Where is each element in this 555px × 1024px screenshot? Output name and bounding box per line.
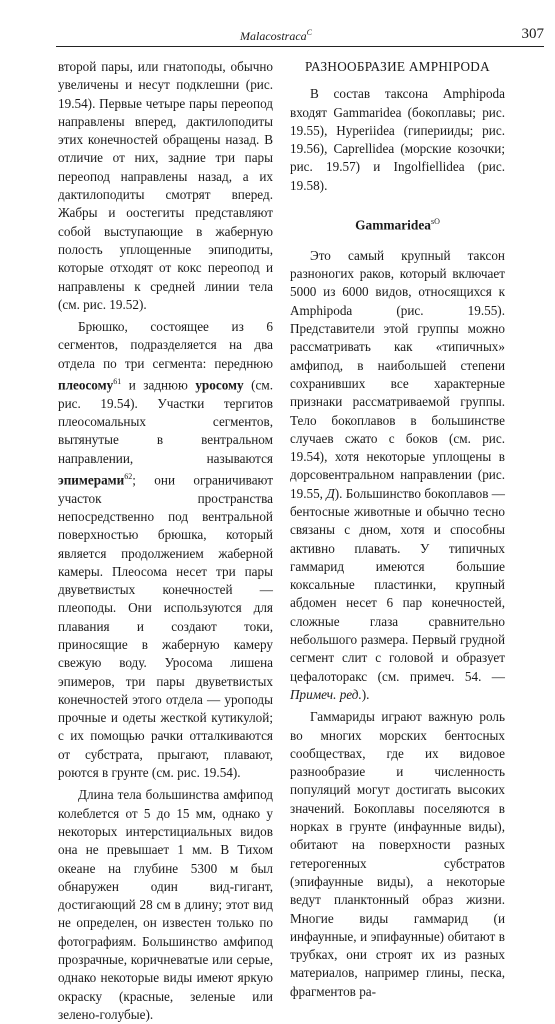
right-column bbox=[290, 58, 505, 1001]
page-number: 307 bbox=[521, 26, 544, 42]
section-heading: РАЗНООБРАЗИЕ AMPHIPODA bbox=[305, 59, 490, 74]
running-title-text: Malacostraca bbox=[240, 29, 307, 43]
text-span: ; они ограничивают участок пространства непосредственно под вентральной поверхностью брюшка, который является продолжением жаберной камеры. Плеосома несет три пары двуветвистых конечностей — плеоподы. Они используются для плавания и создают токи, приносящие в жаберную камеру свежую воду. Уросома лишена эпимеров, три пары двуветвистых конечностей этого отдела — уроподы прочные и одеты жесткой кутикулой; с их помощью рачки отталкиваются от субстрата, прыгают, плавают, роются в грунте (см. рис. 19.54). bbox=[58, 472, 273, 781]
gammaridea-heading bbox=[290, 213, 505, 235]
right-paragraph-1 bbox=[290, 247, 505, 704]
left-paragraph-3: Длина тела большинства амфипод колеблется от 5 до 15 мм, однако у некоторых интерстициальных видов она не превышает 1 мм. В Тихом океане на глубине 5300 м был обнаружен один вид-гигант, достигающий 28 см в длину; этот вид не определен, он известен только по фотографиям. Большинство амфипод прозрачные, коричневатые или серые, однако некоторые виды имеют яркую окраску (красные, зеленые или зелено-голубые). bbox=[58, 787, 273, 1022]
intro-paragraph: В состав таксона Amphipoda входят Gammaridea (бокоплавы; рис. 19.55), Hyperiidea (гиперииды; рис. 19.56), Caprellidea (морские козочки; рис. 19.57) и Ingolfiellidea (рис. 19.58). bbox=[290, 86, 505, 193]
running-title bbox=[240, 28, 312, 44]
gammaridea-title: Gammaridea bbox=[355, 217, 431, 233]
text-span: Это самый крупный таксон разноногих раков, который включает 5000 из 6000 видов, относящихся к Amphipoda (рис. 19.55). Представители этой группы можно рассматривать как «типичных» амфипод, в наибольшей степени сохранивших все характерные признаки рассматриваемой группы. Тело бокоплавов в большинстве случаев сжато с боков (см. рис. 19.54), хотя некоторые уплощены в дорсовентральном направлении (рис. 19.55, bbox=[290, 247, 505, 501]
text-span: ). bbox=[361, 686, 370, 702]
text-span: (см. рис. 19.54). Участки тергитов плеосомальных сегментов, вытянутые в вентральном направлении, называются bbox=[58, 377, 273, 466]
running-title-superscript: C bbox=[306, 28, 312, 37]
heading-superscript: sO bbox=[430, 217, 440, 227]
left-column bbox=[58, 58, 273, 1024]
text-span: ). Большинство бокоплавов — бентосные животные и обычно тесно связаны с дном, хотя и способны активно плавать. У типичных гаммарид имеются большие коксальные пластинки, крупный абдомен несет 6 пар конечностей, сложные глаза сравнительно небольшого размера. Первый грудной сегмент слит с головой и образует цефалоторакс (см. примеч. 54. — bbox=[290, 485, 505, 684]
left-paragraph-2 bbox=[58, 318, 273, 782]
header-rule bbox=[56, 46, 544, 47]
term-urosome: уросому bbox=[195, 377, 244, 393]
text-span: Брюшко, состоящее из 6 сегментов, подразделяется на два отдела по три сегмента: переднюю bbox=[58, 319, 273, 371]
right-paragraph-2: Гаммариды играют важную роль во многих морских бентосных сообществах, где их видовое разнообразие и численность популяций могут достигать высоких значений. Бокоплавы поселяются в норках в грунте (инфаунные виды), обитают на поверхности разных гетерогенных субстратов (эпифаунные виды), а некоторые ведут планктонный образ жизни. Многие виды гаммарид (и инфаунные, и эпифаунные) обитают в трубках, они строят их из разных материалов, например глины, песка, фрагментов ра- bbox=[290, 709, 505, 999]
editor-note: Примеч. ред. bbox=[290, 686, 362, 702]
figure-label: Д bbox=[326, 485, 335, 501]
text-span: и заднюю bbox=[121, 377, 196, 393]
term-pleosome: плеосому bbox=[58, 377, 114, 393]
left-paragraph-1: второй пары, или гнатоподы, обычно увеличены и несут подклешни (рис. 19.54). Первые четыре пары переопод направлены вперед, дактилоподиты этих конечностей обращены назад. В отличие от них, задние три пары переопод направлены назад, а их дактилоподиты смотрят вперед. Жабры и оостегиты представляют собой выступающие в жаберную полость уплощенные эпиподиты, которые отходят от кокс переопод и направлены к средней линии тела (см. рис. 19.52). bbox=[58, 59, 273, 312]
page-header bbox=[56, 28, 544, 48]
footnote-ref-61: 61 bbox=[113, 377, 122, 387]
term-epimera: эпимерами bbox=[58, 472, 125, 488]
footnote-ref-62: 62 bbox=[124, 471, 133, 481]
